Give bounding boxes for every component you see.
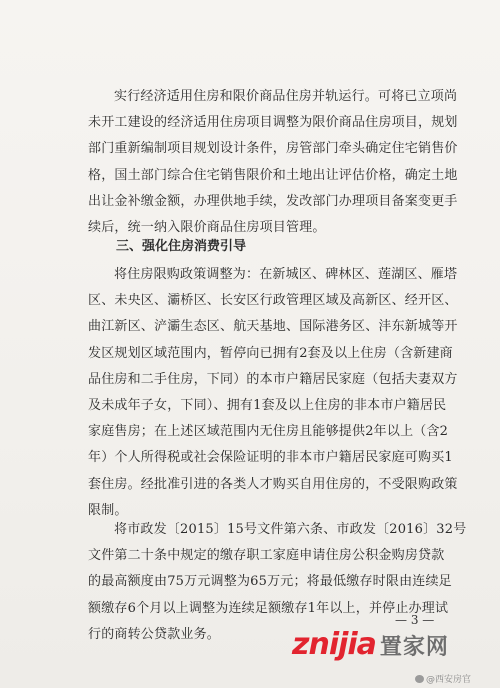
weibo-credit <box>415 672 471 685</box>
paragraph-2-line: 年）个人所得税或社会保险证明的非本市户籍居民家庭可购买1 <box>88 450 453 466</box>
paragraph-3-line: 额缴存6个月以上调整为连续足额缴存1年以上，并停止办理试 <box>88 600 449 616</box>
paragraph-2-line: 套住房。经批准引进的各类人才购买自用住房的，不受限购政策 <box>88 476 458 492</box>
paragraph-1-line: 续后，统一纳入限价商品住房项目管理。 <box>88 219 326 235</box>
paragraph-1-line: 出让金补缴金额，办理供地手续，发改部门办理项目备案变更手 <box>88 193 458 209</box>
weibo-icon <box>415 675 424 683</box>
paragraph-1-line: 未开工建设的经济适用住房项目调整为限价商品住房项目，规划 <box>88 115 458 131</box>
paragraph-2-line: 曲江新区、浐灞生态区、航天基地、国际港务区、沣东新城等开 <box>88 319 458 335</box>
paragraph-1-line: 实行经济适用住房和限价商品住房并轨运行。可将已立项尚 <box>114 89 458 104</box>
paragraph-2 <box>88 262 458 524</box>
paragraph-2-line: 限制。 <box>88 502 128 518</box>
watermark-site-name: 置家网 <box>379 634 449 660</box>
paragraph-2-line: 家庭售房；在上述区域范围内无住房且能够提供2年以上（含2 <box>88 424 449 440</box>
watermark-logo-text: znijia <box>292 627 376 662</box>
page-number: — 3 — <box>395 613 435 627</box>
paragraph-1-line: 部门重新编制项目规划设计条件，房管部门牵头确定住宅销售价 <box>88 141 458 157</box>
paragraph-2-line: 品住房和二手住房，下同）的本市户籍居民家庭（包括夫妻双方 <box>88 371 458 387</box>
paragraph-2-line: 发区规划区域范围内，暂停向已拥有2套及以上住房（含新建商 <box>88 345 453 361</box>
paragraph-3-line: 行的商转公贷款业务。 <box>88 626 221 642</box>
paragraph-1 <box>88 84 458 241</box>
paragraph-2-line: 及未成年子女，下同）、拥有1套及以上住房的非本市户籍居民 <box>88 397 447 413</box>
paragraph-3-line: 的最高额度由75万元调整为65万元；将最低缴存时限由连续足 <box>88 574 452 590</box>
paragraph-3-line: 将市政发〔2015〕15号文件第六条、市政发〔2016〕32号 <box>114 522 467 537</box>
watermark-logo <box>292 627 376 662</box>
section-heading: 三、强化住房消费引导 <box>116 239 247 254</box>
paragraph-2-line: 区、未央区、灞桥区、长安区行政管理区域及高新区、经开区、 <box>88 293 458 309</box>
watermark <box>292 625 492 665</box>
paragraph-3-line: 文件第二十条中规定的缴存职工家庭申请住房公积金购房贷款 <box>88 548 445 564</box>
weibo-handle: @西安房官 <box>426 675 472 685</box>
paragraph-2-line: 将住房限购政策调整为：在新城区、碑林区、莲湖区、雁塔 <box>114 267 458 282</box>
paragraph-1-line: 格，国土部门综合住宅销售限价和土地出让评估价格，确定土地 <box>88 167 458 183</box>
